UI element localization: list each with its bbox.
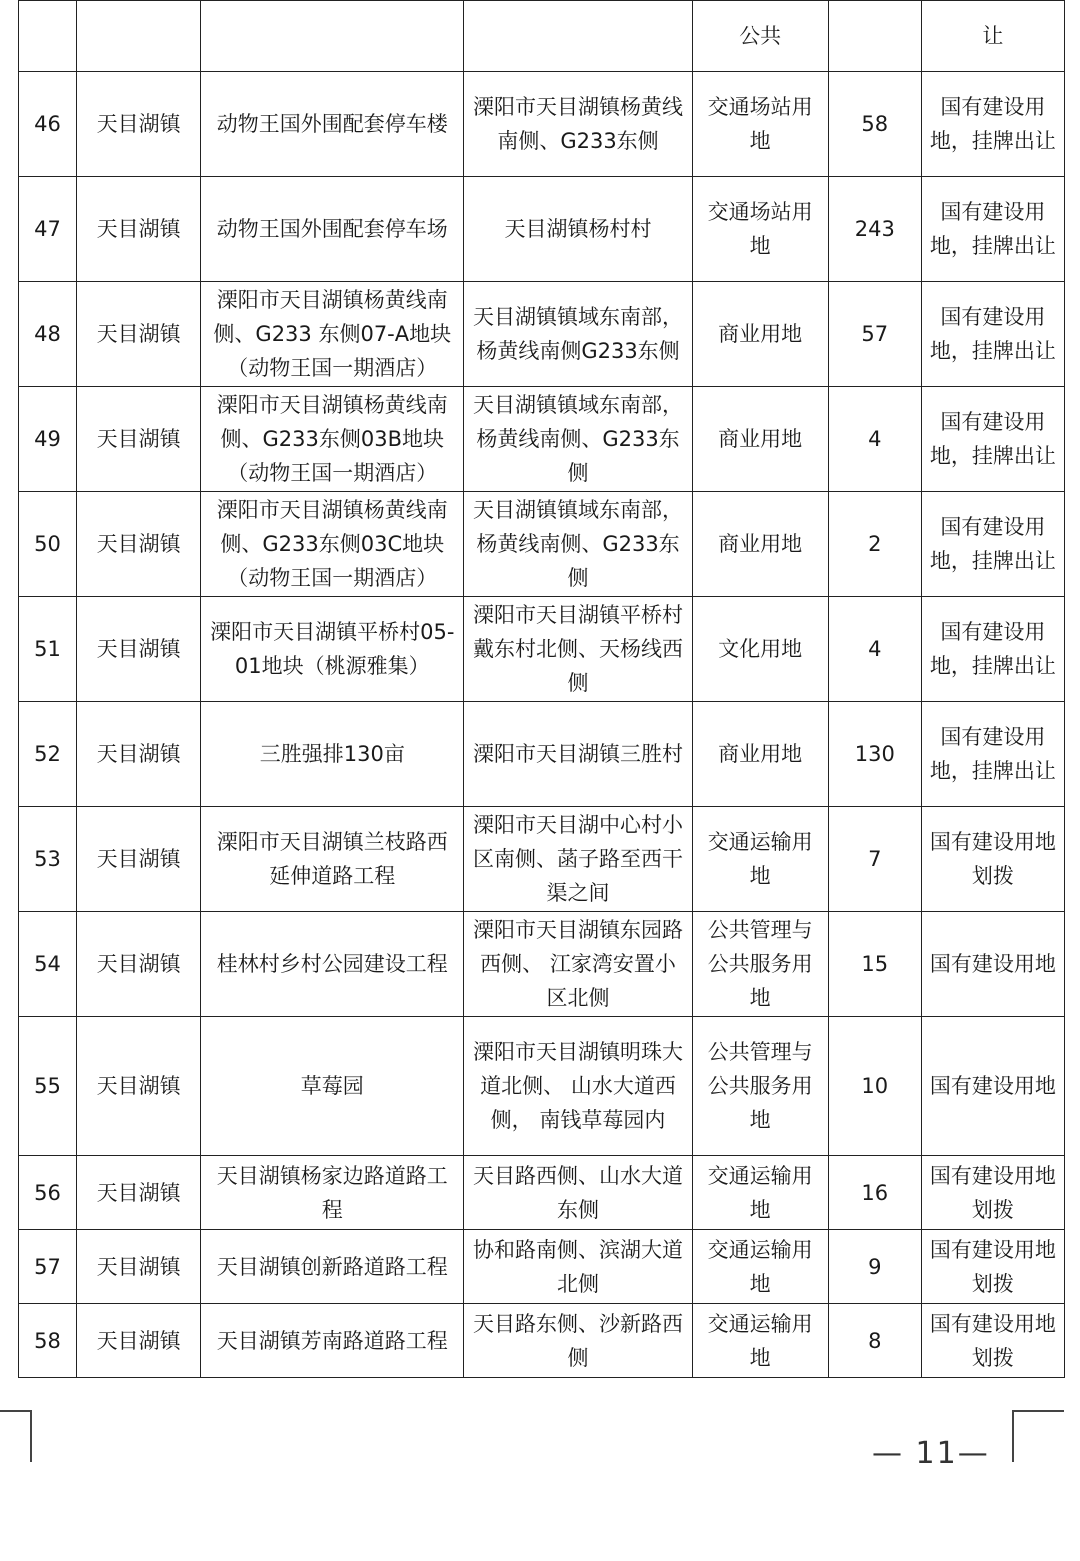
cell-location: 天目路西侧、山水大道东侧 bbox=[464, 1156, 692, 1230]
cell-use: 商业用地 bbox=[692, 702, 828, 807]
cell-use: 商业用地 bbox=[692, 387, 828, 492]
cell-area bbox=[828, 1, 921, 72]
cell-use: 交通场站用地 bbox=[692, 72, 828, 177]
cell-project: 动物王国外围配套停车楼 bbox=[201, 72, 464, 177]
cell-location: 溧阳市天目湖镇平桥村戴东村北侧、天杨线西侧 bbox=[464, 597, 692, 702]
table-row bbox=[19, 702, 1065, 807]
cell-supply: 国有建设用地划拨 bbox=[921, 807, 1064, 912]
cell-supply: 让 bbox=[921, 1, 1064, 72]
cell-no: 55 bbox=[19, 1017, 77, 1156]
cell-use: 交通运输用地 bbox=[692, 807, 828, 912]
cell-town: 天目湖镇 bbox=[77, 807, 201, 912]
table-row bbox=[19, 1156, 1065, 1230]
table-row bbox=[19, 72, 1065, 177]
cell-project: 溧阳市天目湖镇杨黄线南侧、G233东侧03B地块（动物王国一期酒店） bbox=[201, 387, 464, 492]
cell-location: 天目湖镇镇域东南部，杨黄线南侧、G233东侧 bbox=[464, 492, 692, 597]
cell-location: 天目路东侧、沙新路西侧 bbox=[464, 1304, 692, 1378]
cell-no: 51 bbox=[19, 597, 77, 702]
cell-project: 溧阳市天目湖镇兰枝路西延伸道路工程 bbox=[201, 807, 464, 912]
cell-area: 57 bbox=[828, 282, 921, 387]
cell-area: 58 bbox=[828, 72, 921, 177]
table-row bbox=[19, 1304, 1065, 1378]
cell-supply: 国有建设用地划拨 bbox=[921, 1230, 1064, 1304]
cell-supply: 国有建设用地划拨 bbox=[921, 1304, 1064, 1378]
cell-town bbox=[77, 1, 201, 72]
cell-project: 草莓园 bbox=[201, 1017, 464, 1156]
table-row bbox=[19, 492, 1065, 597]
cell-town: 天目湖镇 bbox=[77, 282, 201, 387]
cell-project: 天目湖镇杨家边路道路工程 bbox=[201, 1156, 464, 1230]
cell-no: 50 bbox=[19, 492, 77, 597]
cell-supply: 国有建设用地 bbox=[921, 1017, 1064, 1156]
cell-use: 文化用地 bbox=[692, 597, 828, 702]
table-row bbox=[19, 387, 1065, 492]
cell-no: 46 bbox=[19, 72, 77, 177]
cell-area: 4 bbox=[828, 387, 921, 492]
cell-use: 交通运输用地 bbox=[692, 1304, 828, 1378]
cell-no: 48 bbox=[19, 282, 77, 387]
page-number: — 11— bbox=[872, 1436, 990, 1471]
cell-no: 54 bbox=[19, 912, 77, 1017]
cell-supply: 国有建设用地，挂牌出让 bbox=[921, 282, 1064, 387]
cell-town: 天目湖镇 bbox=[77, 1304, 201, 1378]
table-row bbox=[19, 912, 1065, 1017]
cell-area: 243 bbox=[828, 177, 921, 282]
page-corner-mark-right bbox=[1012, 1410, 1064, 1462]
cell-area: 9 bbox=[828, 1230, 921, 1304]
cell-town: 天目湖镇 bbox=[77, 912, 201, 1017]
cell-supply: 国有建设用地划拨 bbox=[921, 1156, 1064, 1230]
cell-location: 溧阳市天目湖镇东园路西侧、 江家湾安置小区北侧 bbox=[464, 912, 692, 1017]
table-row bbox=[19, 282, 1065, 387]
cell-location: 天目湖镇镇域东南部，杨黄线南侧G233东侧 bbox=[464, 282, 692, 387]
cell-project: 天目湖镇芳南路道路工程 bbox=[201, 1304, 464, 1378]
cell-no bbox=[19, 1, 77, 72]
cell-use: 商业用地 bbox=[692, 282, 828, 387]
cell-project: 桂林村乡村公园建设工程 bbox=[201, 912, 464, 1017]
table-row bbox=[19, 1017, 1065, 1156]
cell-area: 15 bbox=[828, 912, 921, 1017]
cell-town: 天目湖镇 bbox=[77, 1017, 201, 1156]
table-row bbox=[19, 807, 1065, 912]
cell-area: 7 bbox=[828, 807, 921, 912]
cell-project bbox=[201, 1, 464, 72]
cell-supply: 国有建设用地，挂牌出让 bbox=[921, 387, 1064, 492]
cell-no: 57 bbox=[19, 1230, 77, 1304]
cell-no: 47 bbox=[19, 177, 77, 282]
land-table bbox=[18, 0, 1065, 1378]
cell-use: 交通场站用地 bbox=[692, 177, 828, 282]
cell-town: 天目湖镇 bbox=[77, 1230, 201, 1304]
cell-area: 10 bbox=[828, 1017, 921, 1156]
table-row bbox=[19, 1230, 1065, 1304]
table-body bbox=[19, 1, 1065, 1378]
table-row bbox=[19, 597, 1065, 702]
cell-location: 协和路南侧、滨湖大道北侧 bbox=[464, 1230, 692, 1304]
cell-no: 56 bbox=[19, 1156, 77, 1230]
cell-location: 天目湖镇镇域东南部，杨黄线南侧、G233东侧 bbox=[464, 387, 692, 492]
cell-town: 天目湖镇 bbox=[77, 597, 201, 702]
table-row bbox=[19, 177, 1065, 282]
cell-supply: 国有建设用地，挂牌出让 bbox=[921, 492, 1064, 597]
cell-location: 天目湖镇杨村村 bbox=[464, 177, 692, 282]
cell-area: 130 bbox=[828, 702, 921, 807]
cell-town: 天目湖镇 bbox=[77, 1156, 201, 1230]
cell-area: 4 bbox=[828, 597, 921, 702]
cell-project: 溧阳市天目湖镇杨黄线南侧、G233东侧03C地块（动物王国一期酒店） bbox=[201, 492, 464, 597]
page-corner-mark-left bbox=[0, 1410, 32, 1462]
cell-project: 三胜强排130亩 bbox=[201, 702, 464, 807]
cell-project: 天目湖镇创新路道路工程 bbox=[201, 1230, 464, 1304]
cell-project: 动物王国外围配套停车场 bbox=[201, 177, 464, 282]
cell-area: 2 bbox=[828, 492, 921, 597]
cell-supply: 国有建设用地，挂牌出让 bbox=[921, 177, 1064, 282]
cell-town: 天目湖镇 bbox=[77, 72, 201, 177]
cell-no: 53 bbox=[19, 807, 77, 912]
cell-location: 溧阳市天目湖镇三胜村 bbox=[464, 702, 692, 807]
cell-use: 公共管理与公共服务用地 bbox=[692, 1017, 828, 1156]
cell-supply: 国有建设用地，挂牌出让 bbox=[921, 702, 1064, 807]
cell-supply: 国有建设用地，挂牌出让 bbox=[921, 72, 1064, 177]
cell-area: 8 bbox=[828, 1304, 921, 1378]
cell-area: 16 bbox=[828, 1156, 921, 1230]
cell-project: 溧阳市天目湖镇平桥村05-01地块（桃源雅集） bbox=[201, 597, 464, 702]
cell-location: 溧阳市天目湖镇明珠大道北侧、 山水大道西侧， 南钱草莓园内 bbox=[464, 1017, 692, 1156]
cell-use: 公共 bbox=[692, 1, 828, 72]
cell-use: 交通运输用地 bbox=[692, 1156, 828, 1230]
cell-town: 天目湖镇 bbox=[77, 387, 201, 492]
cell-supply: 国有建设用地 bbox=[921, 912, 1064, 1017]
cell-no: 58 bbox=[19, 1304, 77, 1378]
cell-project: 溧阳市天目湖镇杨黄线南侧、G233 东侧07-A地块（动物王国一期酒店） bbox=[201, 282, 464, 387]
cell-no: 52 bbox=[19, 702, 77, 807]
cell-town: 天目湖镇 bbox=[77, 492, 201, 597]
cell-town: 天目湖镇 bbox=[77, 177, 201, 282]
table-row-continuation bbox=[19, 1, 1065, 72]
cell-location: 溧阳市天目湖中心村小区南侧、菡子路至西干渠之间 bbox=[464, 807, 692, 912]
cell-location bbox=[464, 1, 692, 72]
cell-supply: 国有建设用地，挂牌出让 bbox=[921, 597, 1064, 702]
cell-location: 溧阳市天目湖镇杨黄线南侧、G233东侧 bbox=[464, 72, 692, 177]
cell-use: 公共管理与公共服务用地 bbox=[692, 912, 828, 1017]
cell-no: 49 bbox=[19, 387, 77, 492]
cell-town: 天目湖镇 bbox=[77, 702, 201, 807]
cell-use: 交通运输用地 bbox=[692, 1230, 828, 1304]
cell-use: 商业用地 bbox=[692, 492, 828, 597]
